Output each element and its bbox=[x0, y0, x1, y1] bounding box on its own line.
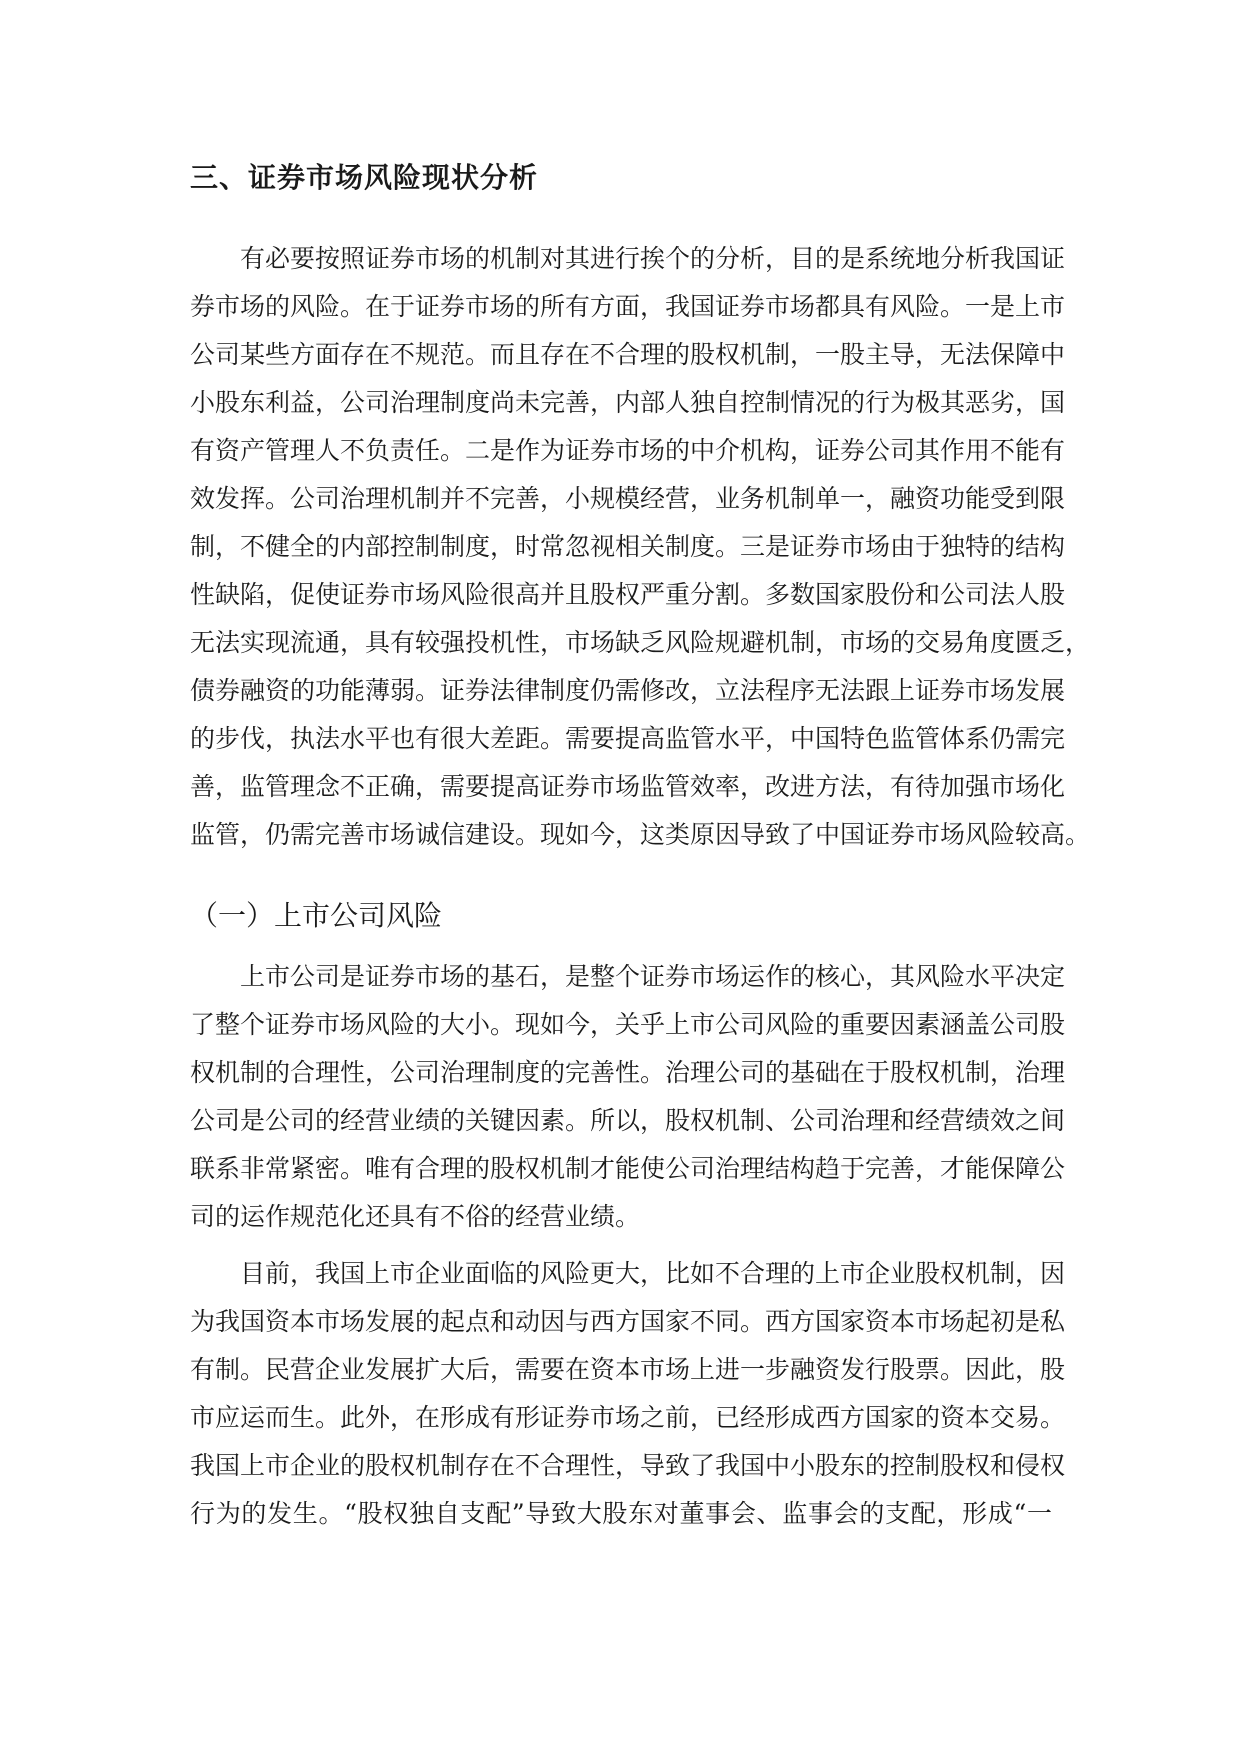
text-line: 为我国资本市场发展的起点和动因与西方国家不同。西方国家资本市场起初是私 bbox=[190, 1307, 1066, 1336]
text-line: 权机制的合理性，公司治理制度的完善性。治理公司的基础在于股权机制，治理 bbox=[190, 1058, 1066, 1087]
subsection-heading: （一）上市公司风险 bbox=[190, 899, 443, 932]
text-line: 善，监管理念不正确，需要提高证券市场监管效率，改进方法，有待加强市场化 bbox=[190, 772, 1066, 801]
text-line: 的步伐，执法水平也有很大差距。需要提高监管水平，中国特色监管体系仍需完 bbox=[190, 724, 1066, 753]
text-line: 无法实现流通，具有较强投机性，市场缺乏风险规避机制，市场的交易角度匮乏， bbox=[190, 628, 1091, 657]
text-line: 小股东利益，公司治理制度尚未完善，内部人独自控制情况的行为极其恶劣，国 bbox=[190, 388, 1066, 417]
text-line: 债券融资的功能薄弱。证券法律制度仍需修改，立法程序无法跟上证券市场发展 bbox=[190, 676, 1066, 705]
text-line: 行为的发生。“股权独自支配”导致大股东对董事会、监事会的支配，形成“一 bbox=[190, 1499, 1052, 1528]
text-line: 效发挥。公司治理机制并不完善，小规模经营，业务机制单一，融资功能受到限 bbox=[190, 484, 1066, 513]
text-line: 制，不健全的内部控制制度，时常忽视相关制度。三是证券市场由于独特的结构 bbox=[190, 532, 1066, 561]
text-line: 目前，我国上市企业面临的风险更大，比如不合理的上市企业股权机制，因 bbox=[240, 1259, 1066, 1288]
text-line: 上市公司是证券市场的基石，是整个证券市场运作的核心，其风险水平决定 bbox=[240, 962, 1066, 991]
text-line: 性缺陷，促使证券市场风险很高并且股权严重分割。多数国家股份和公司法人股 bbox=[190, 580, 1066, 609]
text-line: 有制。民营企业发展扩大后，需要在资本市场上进一步融资发行股票。因此，股 bbox=[190, 1355, 1066, 1384]
text-line: 司的运作规范化还具有不俗的经营业绩。 bbox=[190, 1202, 641, 1231]
text-line: 联系非常紧密。唯有合理的股权机制才能使公司治理结构趋于完善，才能保障公 bbox=[190, 1154, 1066, 1183]
section-heading: 三、证券市场风险现状分析 bbox=[190, 161, 539, 194]
text-line: 有必要按照证券市场的机制对其进行挨个的分析，目的是系统地分析我国证 bbox=[240, 244, 1066, 273]
paragraph-current-risk bbox=[190, 1250, 1066, 1538]
paragraph-intro bbox=[190, 235, 1091, 859]
text-line: 有资产管理人不负责任。二是作为证券市场的中介机构，证券公司其作用不能有 bbox=[190, 436, 1066, 465]
text-line: 监管，仍需完善市场诚信建设。现如今，这类原因导致了中国证券市场风险较高。 bbox=[190, 820, 1091, 849]
text-line: 我国上市企业的股权机制存在不合理性，导致了我国中小股东的控制股权和侵权 bbox=[190, 1451, 1066, 1480]
text-line: 市应运而生。此外，在形成有形证券市场之前，已经形成西方国家的资本交易。 bbox=[190, 1403, 1066, 1432]
text-line: 公司某些方面存在不规范。而且存在不合理的股权机制，一股主导，无法保障中 bbox=[190, 340, 1066, 369]
paragraph-listed-companies bbox=[190, 953, 1066, 1241]
text-line: 公司是公司的经营业绩的关键因素。所以，股权机制、公司治理和经营绩效之间 bbox=[190, 1106, 1066, 1135]
text-line: 券市场的风险。在于证券市场的所有方面，我国证券市场都具有风险。一是上市 bbox=[190, 292, 1066, 321]
text-line: 了整个证券市场风险的大小。现如今，关乎上市公司风险的重要因素涵盖公司股 bbox=[190, 1010, 1066, 1039]
